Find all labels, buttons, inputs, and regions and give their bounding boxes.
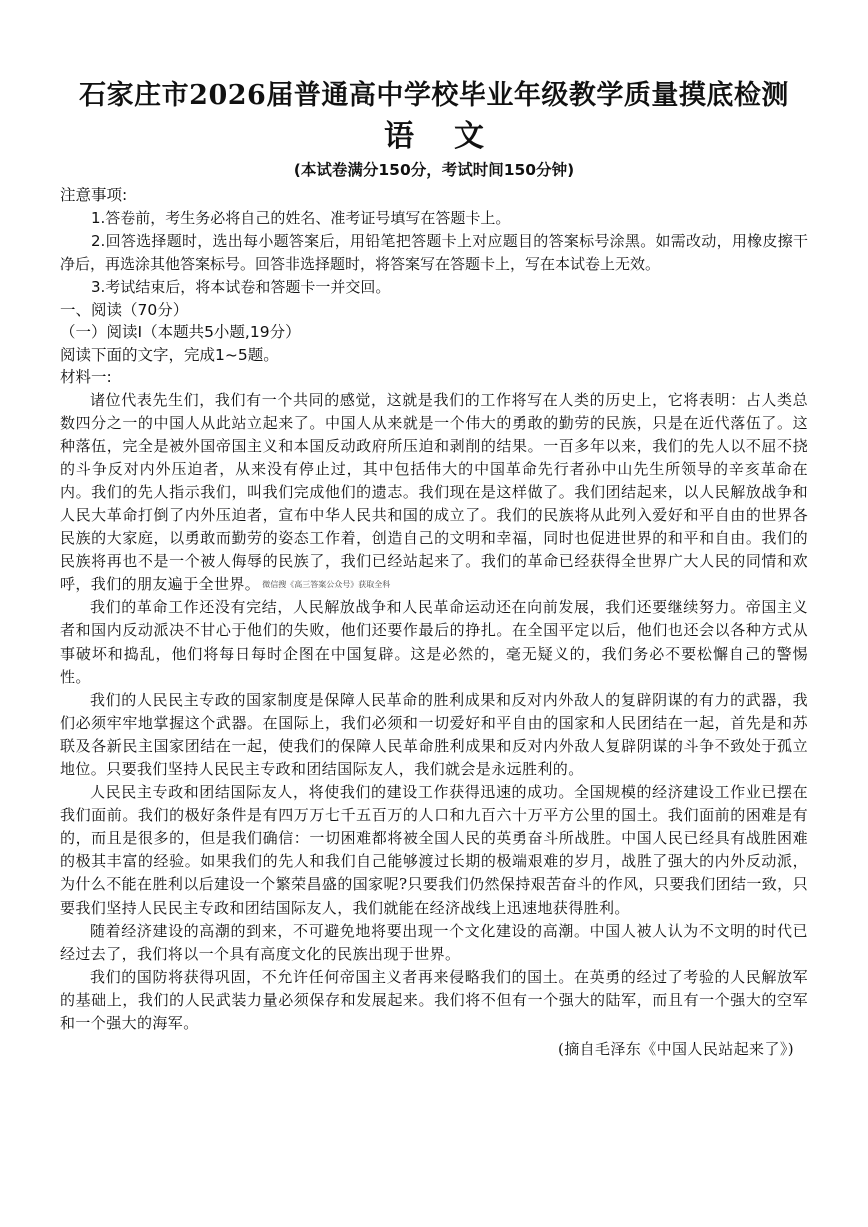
reading-passage [60,389,808,1036]
passage-paragraph: 人民民主专政和团结国际友人，将使我们的建设工作获得迅速的成功。全国规模的经济建设工作业已摆在我们面前。我们的极好条件是有四万万七千五百万的人口和九百六十万平方公里的国土。我们面前的困难是有的，而且是很多的，但是我们确信：一切困难都将被全国人民的英勇奋斗所战胜。中国人民已经具有战胜困难的极其丰富的经验。如果我们的先人和我们自己能够渡过长期的极端艰难的岁月，战胜了强大的内外反动派，为什么不能在胜利以后建设一个繁荣昌盛的国家呢?只要我们仍然保持艰苦奋斗的作风，只要我们团结一致，只要我们坚持人民民主专政和团结国际友人，我们就能在经济战线上迅速地获得胜利。 [60,783,808,917]
notes-section [60,184,808,299]
exam-title: 石家庄市2026届普通高中学校毕业年级教学质量摸底检测 [79,80,789,111]
note-item: 1.答卷前，考生务必将自己的姓名、准考证号填写在答题卡上。 [91,208,511,227]
section-instruction: 阅读下面的文字，完成1~5题。 [60,345,279,364]
watermark-text: 微信搜《高三答案公众号》获取全科 [262,580,391,590]
note-item: 3.考试结束后，将本试卷和答题卡一并交回。 [91,277,391,296]
exam-info: (本试卷满分150分，考试时间150分钟) [293,161,575,179]
passage-paragraph: 我们的人民民主专政的国家制度是保障人民革命的胜利成果和反对内外敌人的复辟阴谋的有力的武器，我们必须牢牢地掌握这个武器。在国际上，我们必须和一切爱好和平自由的国家和人民团结在一起，首先是和苏联及各新民主国家团结在一起，使我们的保障人民革命胜利成果和反对内外敌人复辟阴谋的斗争不致处于孤立地位。只要我们坚持人民民主专政和团结国际友人，我们就会是永远胜利的。 [60,690,808,778]
passage-paragraph: 我们的国防将获得巩固，不允许任何帝国主义者再来侵略我们的国土。在英勇的经过了考验的人民解放军的基础上，我们的人民武装力量必须保存和发展起来。我们将不但有一个强大的陆军，而且有一个强大的空军和一个强大的海军。 [60,967,808,1033]
material-label: 材料一: [60,368,112,386]
passage-paragraph: 我们的革命工作还没有完结，人民解放战争和人民革命运动还在向前发展，我们还要继续努力。帝国主义者和国内反动派决不甘心于他们的失败，他们还要作最后的挣扎。在全国平定以后，他们也还会以各种方式从事破坏和捣乱，他们将每日每时企图在中国复辟。这是必然的，毫无疑义的，我们务必不要松懈自己的警惕性。 [60,598,808,686]
note-item: 2.回答选择题时，选出每小题答案后，用铅笔把答题卡上对应题目的答案标号涂黑。如需改动，用橡皮擦干净后，再选涂其他答案标号。回答非选择题时，将答案写在答题卡上，写在本试卷上无效。 [60,231,808,273]
passage-source: (摘自毛泽东《中国人民站起来了》) [557,1040,794,1059]
passage-paragraph: 随着经济建设的高潮的到来，不可避免地将要出现一个文化建设的高潮。中国人被人认为不文明的时代已经过去了，我们将以一个具有高度文化的民族出现于世界。 [60,921,808,963]
notes-heading: 注意事项: [60,186,128,204]
passage-paragraph [60,389,808,597]
passage-paragraph-text: 诸位代表先生们，我们有一个共同的感觉，这就是我们的工作将写在人类的历史上，它将表明：占人类总数四分之一的中国人从此站立起来了。中国人从来就是一个伟大的勇敢的勤劳的民族，只是在近代落伍了。这种落伍，完全是被外国帝国主义和本国反动政府所压迫和剥削的结果。一百多年以来，我们的先人以不屈不挠的斗争反对内外压迫者，从来没有停止过，其中包括伟大的中国革命先行者孙中山先生所领导的辛亥革命在内。我们的先人指示我们，叫我们完成他们的遗志。我们现在是这样做了。我们团结起来，以人民解放战争和人民大革命打倒了内外压迫者，宣布中华人民共和国的成立了。我们的民族将从此列入爱好和平自由的世界各民族的大家庭，以勇敢而勤劳的姿态工作着，创造自己的文明和幸福，同时也促进世界的和平和自由。我们的民族将再也不是一个被人侮辱的民族了，我们已经站起来了。我们的革命已经获得全世界广大人民的同情和欢呼，我们的朋友遍于全世界。 [60,390,808,594]
subject-title: 语文 [384,119,524,154]
section-heading: 一、阅读（70分） [60,300,189,319]
section-subheading: （一）阅读Ⅰ（本题共5小题,19分） [60,323,301,341]
